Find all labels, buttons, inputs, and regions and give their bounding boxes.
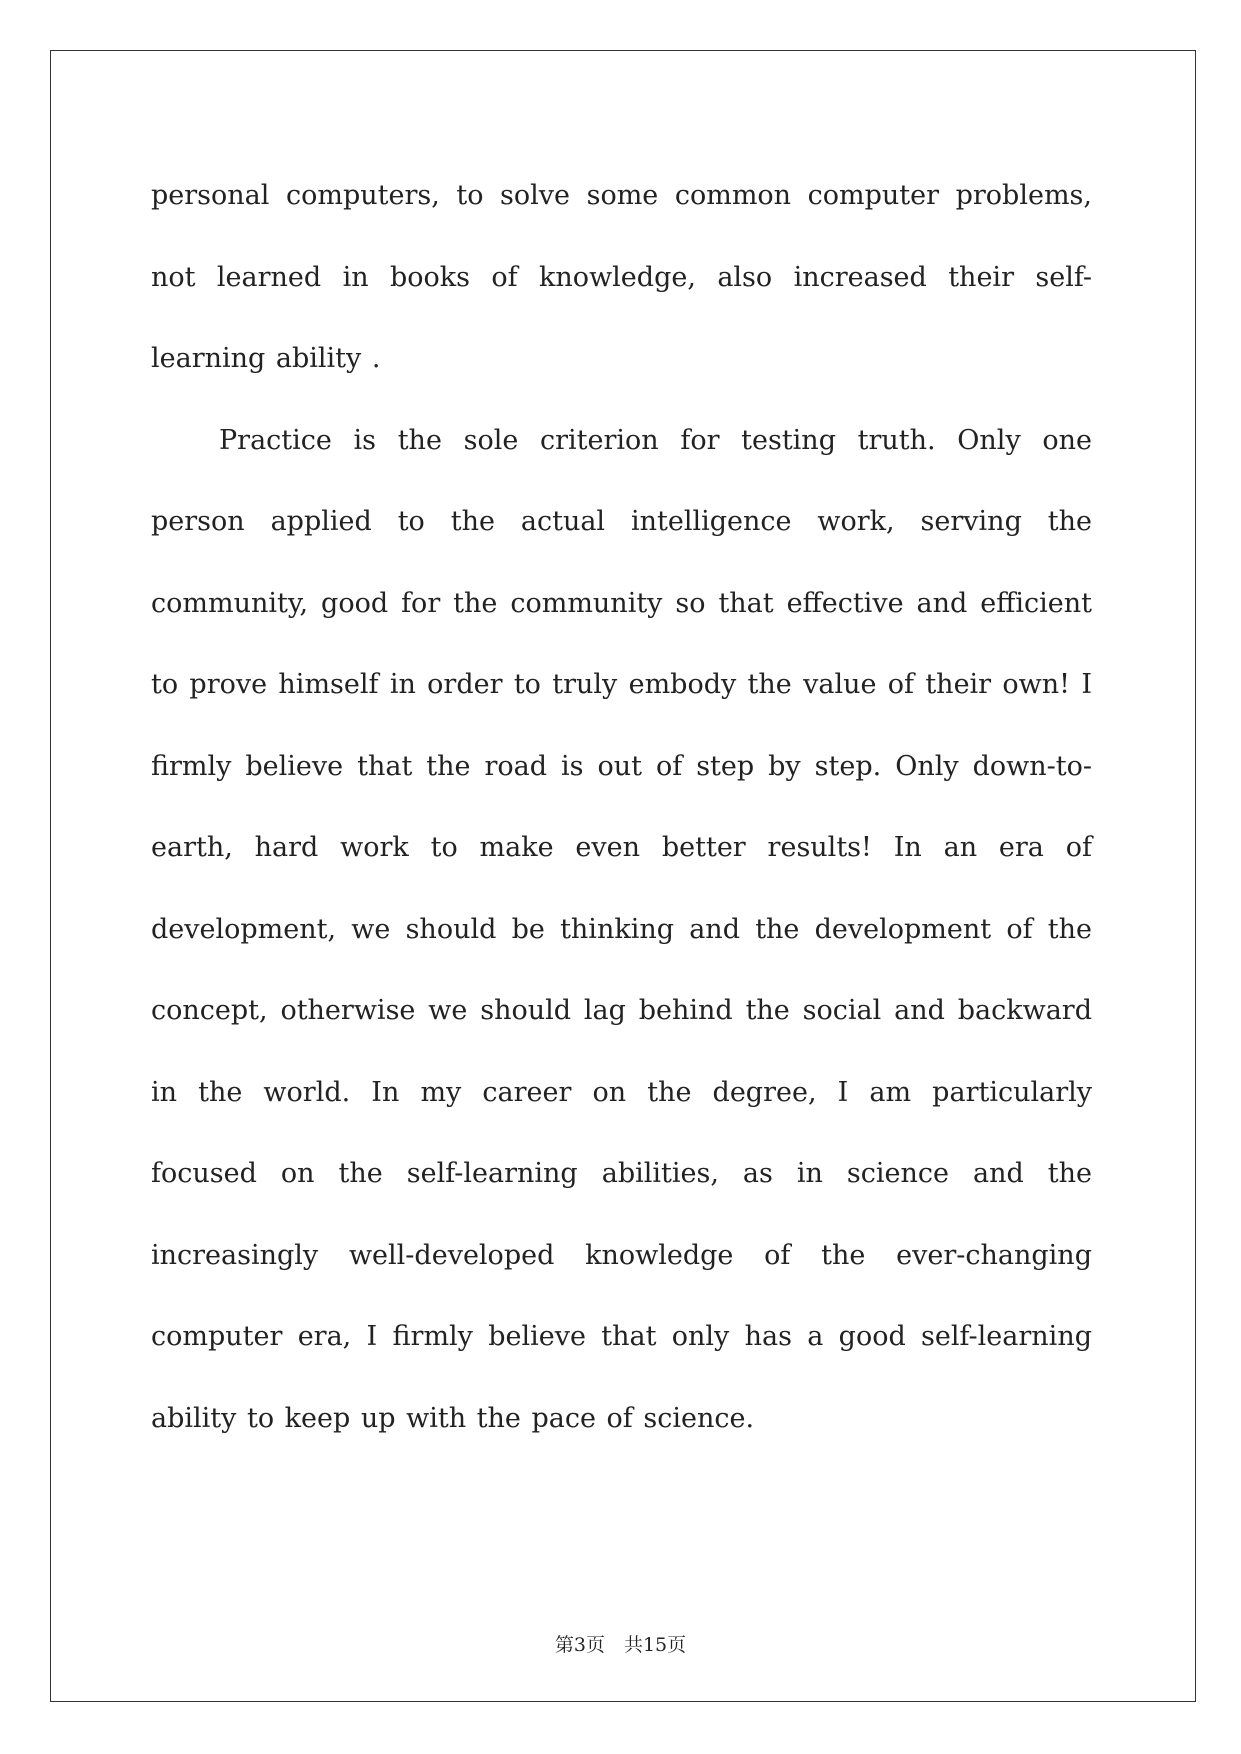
paragraph-practice: Practice is the sole criterion for testing truth. Only one person applied to the actual intelligence work, serving the community, good for the community so that effective and efficient to prove himself in order to truly embody the value of their own! I firmly believe that the road is out of step by step. Only down-to-earth, hard work to make even better results! In an era of development, we should be thinking and the development of the concept, otherwise we should lag behind the social and backward in the world. In my career on the degree, I am particularly focused on the self-learning abilities, as in science and the increasingly well-developed knowledge of the ever-changing computer era, I firmly believe that only has a good self-learning ability to keep up with the pace of science. (151, 424, 1092, 1434)
paragraph-continued: personal computers, to solve some common computer problems, not learned in books of knowledge, also increased their self-learning ability . (151, 180, 1092, 374)
document-body (151, 155, 1092, 1459)
page-number-footer: 第3页 共15页 (554, 1634, 687, 1656)
